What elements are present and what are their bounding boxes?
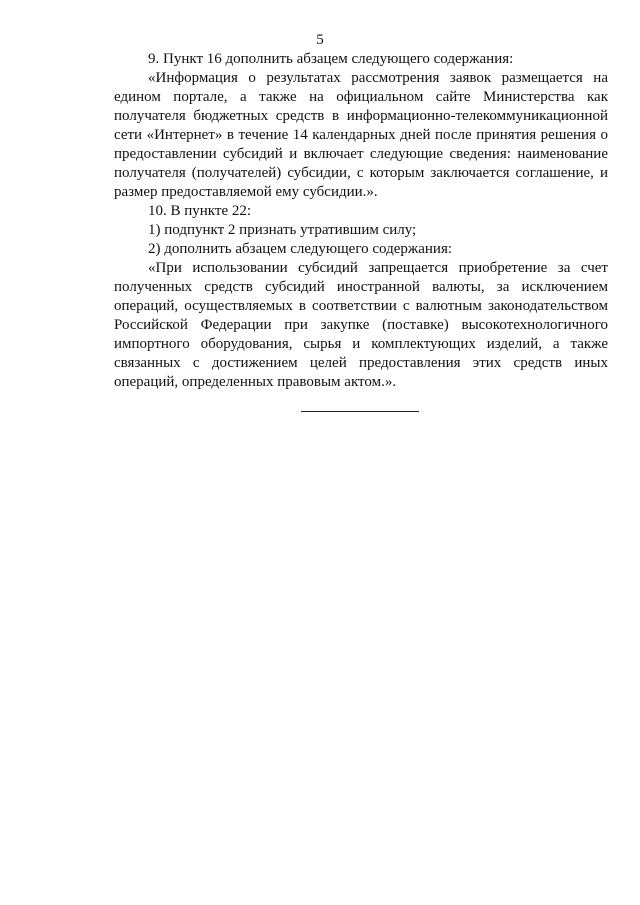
document-body: [114, 50, 608, 392]
paragraph-item-10-quote: «При использовании субсидий запрещается приобретение за счет полученных средств субсидий иностранной валюты, за исключением операций, осуществляемых в соответствии с валютным законодательством Российской Федерации при закупке (поставке) высокотехнологичного импортного оборудования, сырья и комплектующих изделий, а также связанных с достижением целей предоставления этих средств иных операций, определенных правовым актом.».: [114, 260, 608, 390]
paragraph-item-9: 9. Пункт 16 дополнить абзацем следующего содержания:: [148, 51, 514, 67]
paragraph-item-10: 10. В пункте 22:: [148, 203, 252, 219]
paragraph-subitem-2: 2) дополнить абзацем следующего содержания:: [148, 241, 453, 257]
page-number: 5: [316, 32, 324, 48]
paragraph-subitem-1: 1) подпункт 2 признать утратившим силу;: [148, 222, 417, 238]
end-of-document-rule: [301, 411, 419, 412]
paragraph-item-9-quote: «Информация о результатах рассмотрения заявок размещается на едином портале, а также на официальном сайте Министерства как получателя бюджетных средств в информационно-телекоммуникационной сети «Интернет» в течение 14 календарных дней после принятия решения о предоставлении субсидий и включает следующие сведения: наименование получателя (получателей) субсидии, с которым заключается соглашение, и размер предоставляемой ему субсидии.».: [114, 70, 608, 200]
